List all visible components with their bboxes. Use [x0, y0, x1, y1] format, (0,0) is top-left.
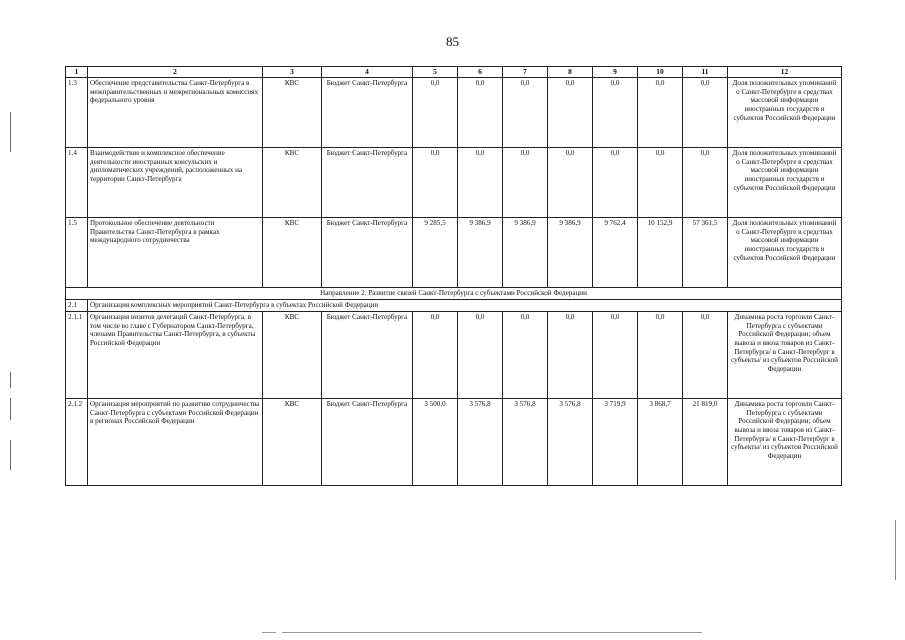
indicator: Динамика роста торговли Санкт-Петербурга с субъектами Российской Федерации; объем вывоза и ввоза товаров из Санкт-Петербурга/ в Санкт-Петербург в субъекты/ из субъектов Российской Федерации [728, 312, 842, 399]
value-total: 0,0 [683, 78, 728, 148]
indicator: Доля положительных упоминаний о Санкт-Петербурге в средствах массовой информации иностранных государств и субъектов Российской Федерации [728, 218, 842, 288]
value-cell: 0,0 [413, 148, 458, 218]
value-total: 0,0 [683, 148, 728, 218]
value-cell: 3 500,0 [413, 399, 458, 486]
row-number: 2.1.1 [66, 312, 88, 399]
value-cell: 9 386,9 [458, 218, 503, 288]
row-number: 2.1.2 [66, 399, 88, 486]
executor: КВС [263, 218, 322, 288]
column-header: 6 [458, 67, 503, 78]
executor: КВС [263, 78, 322, 148]
value-cell: 0,0 [458, 148, 503, 218]
activity-name: Взаимодействие и комплексное обеспечение деятельности иностранных консульских и дипломатических учреждений, расположенных на территории Санкт-Петербурга [88, 148, 263, 218]
direction-title: Направление 2. Развитие связей Санкт-Петербурга с субъектами Российской Федерации [66, 288, 842, 300]
left-margin-mark [10, 440, 11, 470]
column-header: 8 [548, 67, 593, 78]
value-total: 0,0 [683, 312, 728, 399]
section-row [66, 300, 842, 312]
row-number: 1.5 [66, 218, 88, 288]
column-header: 9 [593, 67, 638, 78]
value-total: 57 361,5 [683, 218, 728, 288]
value-cell: 3 576,8 [548, 399, 593, 486]
value-cell: 0,0 [503, 312, 548, 399]
table-row [66, 399, 842, 486]
column-header: 7 [503, 67, 548, 78]
left-margin-mark [10, 112, 11, 152]
funding-source: Бюджет Санкт-Петербурга [322, 399, 413, 486]
section-number: 2.1 [66, 300, 88, 312]
table-body [66, 67, 842, 486]
value-cell: 9 386,9 [548, 218, 593, 288]
table-row [66, 312, 842, 399]
column-header: 12 [728, 67, 842, 78]
bottom-scan-line [282, 632, 702, 633]
value-cell: 0,0 [503, 78, 548, 148]
value-cell: 0,0 [548, 148, 593, 218]
funding-source: Бюджет Санкт-Петербурга [322, 312, 413, 399]
column-header: 1 [66, 67, 88, 78]
table-row [66, 148, 842, 218]
table-row [66, 218, 842, 288]
value-cell: 10 152,9 [638, 218, 683, 288]
value-cell: 9 386,9 [503, 218, 548, 288]
funding-source: Бюджет Санкт-Петербурга [322, 148, 413, 218]
activity-name: Организация визитов делегаций Санкт-Петербурга, в том числе во главе с Губернатором Санкт-Петербурга, членами Правительства Санкт-Петербурга, в субъекты Российской Федерации [88, 312, 263, 399]
column-header: 4 [322, 67, 413, 78]
executor: КВС [263, 312, 322, 399]
executor: КВС [263, 148, 322, 218]
value-cell: 0,0 [413, 312, 458, 399]
indicator: Доля положительных упоминаний о Санкт-Петербурге в средствах массовой информации иностранных государств и субъектов Российской Федерации [728, 148, 842, 218]
value-cell: 0,0 [593, 148, 638, 218]
left-margin-mark [10, 398, 11, 420]
section-title: Организация комплексных мероприятий Санкт-Петербурга в субъектах Российской Федерации [88, 300, 842, 312]
row-number: 1.4 [66, 148, 88, 218]
column-header: 2 [88, 67, 263, 78]
value-cell: 3 576,8 [458, 399, 503, 486]
value-cell: 9 285,5 [413, 218, 458, 288]
table-row [66, 78, 842, 148]
funding-source: Бюджет Санкт-Петербурга [322, 78, 413, 148]
value-cell: 0,0 [548, 312, 593, 399]
executor: КВС [263, 399, 322, 486]
funding-source: Бюджет Санкт-Петербурга [322, 218, 413, 288]
value-cell: 0,0 [458, 312, 503, 399]
value-total: 21 819,0 [683, 399, 728, 486]
column-header: 3 [263, 67, 322, 78]
direction-row [66, 288, 842, 300]
value-cell: 0,0 [413, 78, 458, 148]
value-cell: 3 576,8 [503, 399, 548, 486]
value-cell: 3 719,9 [593, 399, 638, 486]
value-cell: 0,0 [548, 78, 593, 148]
indicator: Динамика роста торговли Санкт-Петербурга с субъектами Российской Федерации; объем вывоза и ввоза товаров из Санкт-Петербурга/ в Санкт-Петербург в субъекты/ из субъектов Российской Федерации [728, 399, 842, 486]
column-header: 5 [413, 67, 458, 78]
left-margin-mark [10, 372, 11, 388]
activity-name: Обеспечение представительства Санкт-Петербурга в межправительственных и межрегиональных комиссиях федерального уровня [88, 78, 263, 148]
page-number: 85 [446, 34, 459, 49]
bottom-scan-line [262, 632, 276, 633]
right-margin-mark [895, 520, 896, 580]
program-table [65, 66, 842, 486]
column-header: 11 [683, 67, 728, 78]
activity-name: Протокольное обеспечение деятельности Правительства Санкт-Петербурга в рамках международного сотрудничества [88, 218, 263, 288]
column-header: 10 [638, 67, 683, 78]
value-cell: 0,0 [593, 312, 638, 399]
value-cell: 0,0 [638, 148, 683, 218]
value-cell: 3 868,7 [638, 399, 683, 486]
value-cell: 9 762,4 [593, 218, 638, 288]
row-number: 1.3 [66, 78, 88, 148]
indicator: Доля положительных упоминаний о Санкт-Петербурге в средствах массовой информации иностранных государств и субъектов Российской Федерации [728, 78, 842, 148]
activity-name: Организация мероприятий по развитию сотрудничества Санкт-Петербурга с субъектами Российской Федерации в регионах Российской Федерации [88, 399, 263, 486]
value-cell: 0,0 [638, 78, 683, 148]
value-cell: 0,0 [638, 312, 683, 399]
value-cell: 0,0 [593, 78, 638, 148]
header-row [66, 67, 842, 78]
value-cell: 0,0 [503, 148, 548, 218]
value-cell: 0,0 [458, 78, 503, 148]
